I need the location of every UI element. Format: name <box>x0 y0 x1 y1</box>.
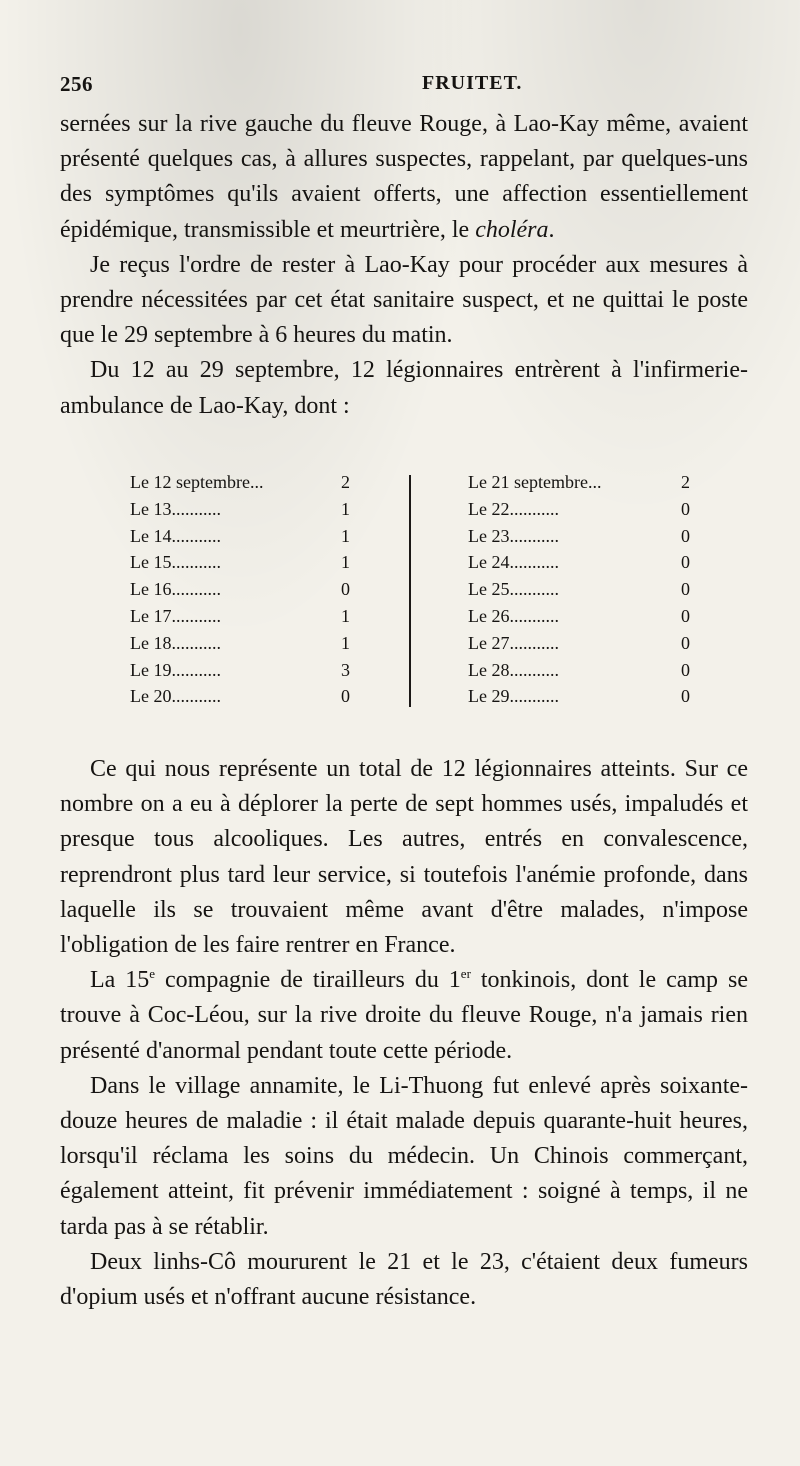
row-date-label: Le 21 septembre... <box>468 472 602 492</box>
row-count-value: 0 <box>681 605 690 626</box>
row-count-value: 1 <box>341 632 350 653</box>
row-date-label: Le 15........... <box>130 552 221 573</box>
superscript: e <box>149 966 156 982</box>
paragraph: Je reçus l'ordre de rester à Lao-Kay pour procéder aux mesures à prendre nécessitées par cet état sanitaire suspect, et ne quittai le poste que le 29 septembre à 6 heures du matin. <box>60 251 748 349</box>
table-row <box>468 683 690 710</box>
table-row <box>468 469 690 496</box>
row-count-value: 0 <box>681 579 690 600</box>
row-date-label: Le 17........... <box>130 605 221 626</box>
paragraph: Dans le village annamite, le Li-Thuong fut enlevé après soixante-douze heures de maladie : il était malade depuis quarante-huit heures, lorsqu'il réclama les soins du médecin. Un Chinois commerçant, également atteint, fit prévenir immédiatement : soigné à temps, il ne tarda pas à se rétablir. <box>60 1072 748 1240</box>
row-date-label: Le 23........... <box>468 525 559 546</box>
row-date-label: Le 25........... <box>468 579 559 600</box>
paragraph: Ce qui nous représente un total de 12 légionnaires atteints. Sur ce nombre on a eu à déplorer la perte de sept hommes usés, impaludés et presque tous alcooliques. Les autres, entrés en convalescence, reprendront plus tard leur service, si toutefois l'anémie profonde, dans laquelle ils se trouvaient même avant d'être malades, n'impose l'obligation de les faire rentrer en France. <box>60 756 748 959</box>
table-row <box>130 630 350 657</box>
page-number: 256 <box>60 72 93 96</box>
paragraph: Du 12 au 29 septembre, 12 légionnaires entrèrent à l'infirmerie-ambulance de Lao-Kay, dont : <box>60 357 748 419</box>
row-date-label: Le 22........... <box>468 498 559 519</box>
row-count-value: 0 <box>681 686 690 707</box>
row-date-label: Le 13........... <box>130 498 221 519</box>
admissions-table <box>130 469 690 739</box>
paragraph-text: sernées sur la rive gauche du fleuve Rouge, à Lao-Kay même, avaient présenté quelques cas, à allures suspectes, rappelant, par quelques-uns des symptômes qu'ils avaient offerts, une affection essentiellement épidémique, transmissible et meurtrière, le <box>60 111 748 243</box>
row-count-value: 3 <box>341 659 350 680</box>
table-row <box>130 496 350 523</box>
paragraph <box>60 963 748 1069</box>
row-count-value: 0 <box>681 552 690 573</box>
table-row <box>130 657 350 684</box>
row-date-label: Le 26........... <box>468 605 559 626</box>
table-row <box>130 603 350 630</box>
row-count-value: 1 <box>341 552 350 573</box>
table-row <box>468 576 690 603</box>
text-block-upper <box>60 107 748 424</box>
text-block-lower <box>60 752 748 1315</box>
table-divider <box>409 475 411 707</box>
paragraph-text: La 15 <box>90 967 150 994</box>
table-column-right <box>468 469 690 710</box>
table-column-left <box>130 469 350 710</box>
row-count-value: 0 <box>681 632 690 653</box>
table-row <box>468 496 690 523</box>
running-head: FRUITET. <box>422 72 523 94</box>
page-header <box>60 72 748 102</box>
table-row <box>130 523 350 550</box>
row-count-value: 0 <box>681 498 690 519</box>
table-row <box>468 603 690 630</box>
row-count-value: 0 <box>341 686 350 707</box>
row-date-label: Le 18........... <box>130 632 221 653</box>
table-row <box>468 630 690 657</box>
superscript: er <box>460 966 471 982</box>
table-row <box>130 469 350 496</box>
row-date-label: Le 27........... <box>468 632 559 653</box>
row-count-value: 0 <box>681 659 690 680</box>
emphasis-cholera: choléra <box>475 216 549 243</box>
row-date-label: Le 20........... <box>130 686 221 707</box>
row-count-value: 1 <box>341 605 350 626</box>
paragraph-text: compagnie de tirailleurs du 1 <box>155 967 461 994</box>
row-date-label: Le 12 septembre... <box>130 472 264 492</box>
row-count-value: 2 <box>681 472 690 492</box>
row-date-label: Le 29........... <box>468 686 559 707</box>
row-date-label: Le 24........... <box>468 552 559 573</box>
table-row <box>130 683 350 710</box>
row-date-label: Le 14........... <box>130 525 221 546</box>
row-count-value: 1 <box>341 525 350 546</box>
row-count-value: 2 <box>341 472 350 492</box>
table-row <box>468 549 690 576</box>
table-row <box>468 657 690 684</box>
row-date-label: Le 19........... <box>130 659 221 680</box>
paragraph: Deux linhs-Cô moururent le 21 et le 23, c'étaient deux fumeurs d'opium usés et n'offrant aucune résistance. <box>60 1248 748 1311</box>
table-row <box>468 523 690 550</box>
row-date-label: Le 28........... <box>468 659 559 680</box>
table-row <box>130 576 350 603</box>
row-count-value: 0 <box>681 525 690 546</box>
row-count-value: 0 <box>341 579 350 600</box>
paragraph-text: tonkinois, dont le camp se trouve à Coc-Léou, sur la rive droite du fleuve Rouge, n'a jamais rien présenté d'anormal pendant toute cette période. <box>60 967 749 1064</box>
paragraph-continued <box>60 107 748 248</box>
row-date-label: Le 16........... <box>130 579 221 600</box>
table-row <box>130 549 350 576</box>
paragraph-text: . <box>548 216 555 243</box>
row-count-value: 1 <box>341 498 350 519</box>
